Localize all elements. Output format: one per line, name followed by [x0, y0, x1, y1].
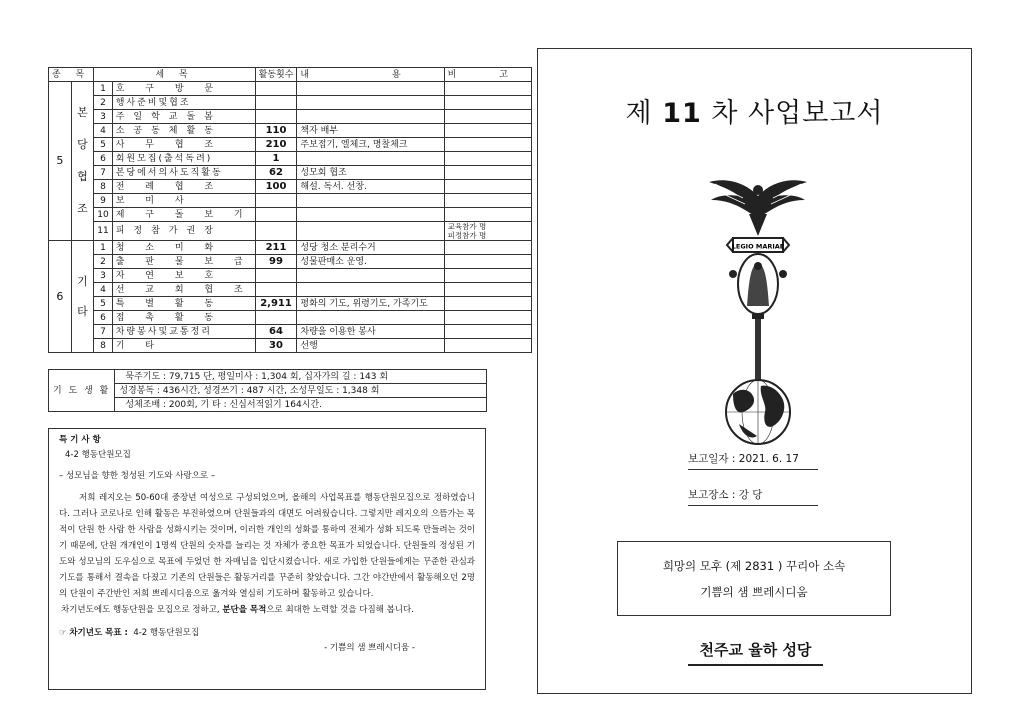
row-item: 자 연 보 호 [112, 269, 255, 283]
row-count: 211 [255, 241, 297, 255]
row-item: 차량봉사및교통정리 [112, 325, 255, 339]
row-content [297, 311, 444, 325]
row-number: 10 [94, 208, 112, 222]
row-number: 6 [94, 311, 112, 325]
row-item: 피정참가권장 [112, 222, 255, 241]
row-note [444, 152, 531, 166]
table-row [49, 96, 532, 110]
table-row [49, 325, 532, 339]
row-content [297, 152, 444, 166]
row-note [444, 124, 531, 138]
row-count [255, 311, 297, 325]
row-content: 성물판매소 운영. [297, 255, 444, 269]
row-item: 소공동체활동 [112, 124, 255, 138]
prayer-line-3: 성체조배 : 200회, 기 타 : 신심서적읽기 164시간. [115, 398, 487, 412]
row-count: 1 [255, 152, 297, 166]
row-note [444, 166, 531, 180]
row-item: 주일학교돌봄 [112, 110, 255, 124]
row-number: 9 [94, 194, 112, 208]
row-item: 제 구 돌 보 기 [112, 208, 255, 222]
row-count [255, 96, 297, 110]
row-number: 1 [94, 241, 112, 255]
row-number: 8 [94, 339, 112, 353]
group5-label-char: 당 [77, 138, 88, 151]
row-note [444, 255, 531, 269]
row-count [255, 194, 297, 208]
next-year-goal: ☞ 차기년도 목표 : 4-2 행동단원모집 [59, 628, 200, 638]
row-count: 210 [255, 138, 297, 152]
row-content [297, 283, 444, 297]
table-row [49, 269, 532, 283]
row-note [444, 269, 531, 283]
row-item: 접 촉 활 동 [112, 311, 255, 325]
table-row [49, 180, 532, 194]
legio-mariae-emblem-icon [703, 174, 813, 449]
row-count: 64 [255, 325, 297, 339]
group5-label-char: 조 [77, 202, 88, 215]
presidium-name: 기쁨의 샘 쁘레시디움 [700, 585, 808, 599]
row-number: 11 [94, 222, 112, 241]
notes-slogan: – 성모님을 향한 청성된 기도와 사랑으로 – [59, 471, 216, 481]
row-content: 성당 청소 분리수거 [297, 241, 444, 255]
table-row [49, 297, 532, 311]
group5-label [71, 82, 94, 241]
row-number: 4 [94, 283, 112, 297]
header-category: 종 목 [49, 68, 94, 82]
row-item: 호 구 방 문 [112, 82, 255, 96]
row-note [444, 82, 531, 96]
table-row [49, 138, 532, 152]
group6-label [71, 241, 94, 353]
row-content [297, 110, 444, 124]
row-number: 2 [94, 96, 112, 110]
table-row [49, 311, 532, 325]
notes-signature: - 기쁨의 샘 쁘레시디움 - [324, 643, 415, 653]
group5-number: 5 [49, 82, 72, 241]
row-content [297, 222, 444, 241]
row-item: 전 례 협 조 [112, 180, 255, 194]
row-number: 7 [94, 166, 112, 180]
group5-body [49, 82, 532, 241]
table-row [49, 82, 532, 96]
row-content: 선행 [297, 339, 444, 353]
row-number: 6 [94, 152, 112, 166]
row-content: 차량을 이용한 봉사 [297, 325, 444, 339]
row-count: 62 [255, 166, 297, 180]
row-note [444, 110, 531, 124]
table-row [49, 166, 532, 180]
row-item: 보 미 사 [112, 194, 255, 208]
row-item: 회원모집(출석독려) [112, 152, 255, 166]
header-content: 내 용 [297, 68, 444, 82]
table-row [49, 222, 532, 241]
row-number: 3 [94, 110, 112, 124]
row-content [297, 208, 444, 222]
table-row [49, 241, 532, 255]
table-row [49, 124, 532, 138]
row-item: 청 소 미 화 [112, 241, 255, 255]
row-item: 기 타 [112, 339, 255, 353]
emblem-banner-text: LEGIO MARIAE [731, 242, 785, 251]
prayer-life-table [48, 369, 487, 412]
header-note: 비 고 [444, 68, 531, 82]
row-number: 2 [94, 255, 112, 269]
row-item: 본당에서의사도직활동 [112, 166, 255, 180]
parish-name: 천주교 율하 성당 [688, 639, 823, 666]
pencil-icon: ☞ [59, 628, 67, 638]
row-count: 30 [255, 339, 297, 353]
row-number: 5 [94, 297, 112, 311]
row-note [444, 194, 531, 208]
report-place: 보고장소 : 강 당 [688, 487, 818, 506]
activity-table [48, 67, 532, 353]
group6-body [49, 241, 532, 353]
row-note [444, 311, 531, 325]
cover-title: 제 11 차 사업보고서 [625, 98, 884, 129]
row-item: 특 별 활 동 [112, 297, 255, 311]
row-content: 책자 배부 [297, 124, 444, 138]
table-row [49, 110, 532, 124]
report-date: 보고일자 : 2021. 6. 17 [688, 451, 818, 470]
row-count: 99 [255, 255, 297, 269]
table-row [49, 255, 532, 269]
row-number: 1 [94, 82, 112, 96]
row-note: 교육참가 명 피정참가 명 [444, 222, 531, 241]
row-item: 행사준비및협조 [112, 96, 255, 110]
row-content [297, 269, 444, 283]
row-item: 출 판 물 보 급 [112, 255, 255, 269]
row-count [255, 222, 297, 241]
row-count [255, 283, 297, 297]
row-note [444, 283, 531, 297]
curia-line-1: 희망의 모후 (제 2831 ) 꾸리아 소속 [662, 559, 846, 573]
group5-label-char: 본 [77, 106, 88, 119]
header-item: 세 목 [94, 68, 255, 82]
row-content: 성모회 협조 [297, 166, 444, 180]
header-count: 활동횟수 [255, 68, 297, 82]
row-content [297, 82, 444, 96]
row-content [297, 96, 444, 110]
group5-label-char: 협 [77, 170, 88, 183]
row-note [444, 339, 531, 353]
row-note [444, 208, 531, 222]
row-number: 3 [94, 269, 112, 283]
cover-page [537, 48, 972, 694]
row-content: 해설. 독서. 선창. [297, 180, 444, 194]
row-count [255, 269, 297, 283]
group6-label-char: 타 [77, 304, 88, 318]
row-count [255, 208, 297, 222]
row-note [444, 297, 531, 311]
row-count: 2,911 [255, 297, 297, 311]
row-note [444, 180, 531, 194]
row-number: 4 [94, 124, 112, 138]
table-header-row [49, 68, 532, 82]
row-content: 평화의 기도, 위령기도, 가족기도 [297, 297, 444, 311]
curia-box [617, 541, 891, 616]
row-item: 사 무 협 조 [112, 138, 255, 152]
table-row [49, 208, 532, 222]
row-content [297, 194, 444, 208]
notes-body: 저희 레지오는 50-60대 중장년 여성으로 구성되었으며, 올해의 사업목표를 행동단원모집으로 정하였습니다. 그러나 코로나로 인해 활동은 부진하였으며 단원들과의 대면도 어려웠습니다. 그렇지만 레지오의 으뜸가는 목적이 단원 한 사람 한 사람을 성화시키는 것이며, 이러한 개인의 성화를 통하여 전체가 성화 되도록 만들려는 것이기 때문에, 단원 개개인이 1명씩 단원의 숫자를 늘리는 것 자체가 중요한 목표가 되었습니다. 단원들의 정성된 기도와 성모님의 도우심으로 목표에 두었던 한 자매님을 입단시켰습니다. 새로 가입한 단원들에게는 꾸준한 관심과 기도를 통해서 결속을 다졌고 기존의 단원들은 활동거리를 꾸준히 찾았습니다. 그간 야간반에서 활동해오던 2명의 단원이 주간반인 저희 쁘레시디움으로 옮겨와 열심히 기도하며 활동하고 있습니다. [59, 493, 475, 599]
row-count: 110 [255, 124, 297, 138]
table-row [49, 152, 532, 166]
table-row [49, 283, 532, 297]
notes-subtitle: 4-2 행동단원모집 [65, 450, 131, 460]
notes-body-2: 차기년도에도 행동단원을 모집으로 정하고, 분단을 목적으로 최대한 노력할 것을 다짐해 봅니다. [61, 605, 414, 615]
row-count [255, 82, 297, 96]
special-notes-box [48, 428, 486, 690]
row-number: 7 [94, 325, 112, 339]
table-row [49, 194, 532, 208]
row-note [444, 241, 531, 255]
prayer-line-2: 성경봉독 : 436시간, 성경쓰기 : 487 시간, 소성무일도 : 1,348 회 [115, 384, 487, 398]
row-count [255, 110, 297, 124]
row-count: 100 [255, 180, 297, 194]
row-content: 주보접기, 엘체크, 명찰체크 [297, 138, 444, 152]
prayer-line-1: 묵주기도 : 79,715 단, 평일미사 : 1,304 회, 십자가의 길 : 143 회 [115, 370, 487, 384]
row-note [444, 138, 531, 152]
row-item: 선 교 회 협 조 [112, 283, 255, 297]
group6-number: 6 [49, 241, 72, 353]
row-note [444, 325, 531, 339]
row-number: 5 [94, 138, 112, 152]
row-note [444, 96, 531, 110]
table-row [49, 339, 532, 353]
row-number: 8 [94, 180, 112, 194]
notes-heading: 특 기 사 항 [59, 435, 101, 445]
group6-label-char: 기 [77, 274, 88, 288]
prayer-label: 기 도 생 활 [49, 370, 115, 412]
